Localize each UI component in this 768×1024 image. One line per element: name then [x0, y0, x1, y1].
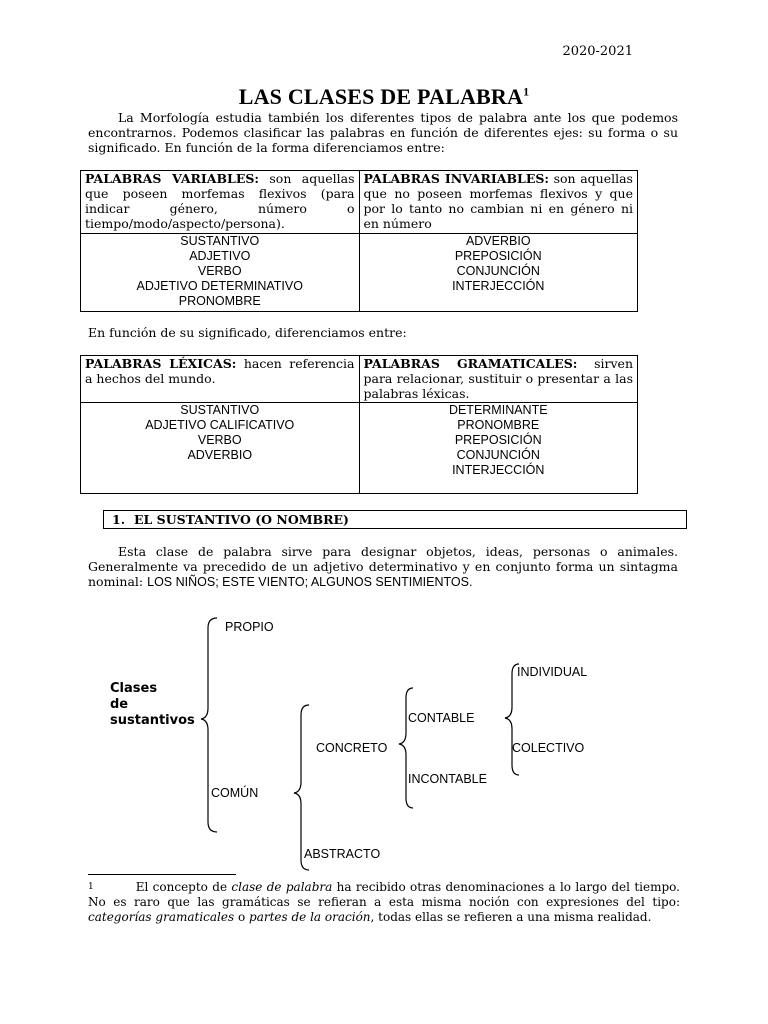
root-line: de — [110, 697, 129, 712]
footnote-emphasis: clase de palabra — [231, 880, 333, 894]
label-concreto: CONCRETO — [316, 741, 388, 755]
section-number: 1. — [112, 512, 126, 527]
list-item: SUSTANTIVO — [180, 403, 260, 417]
list-item: PREPOSICIÓN — [454, 249, 542, 263]
list-item: ADJETIVO — [189, 249, 251, 263]
footnote-separator — [88, 874, 236, 875]
list-item: ADJETIVO DETERMINATIVO — [136, 279, 303, 293]
significado-intro: En función de su significado, diferenciamos entre: — [88, 325, 407, 340]
variables-heading: PALABRAS VARIABLES: — [85, 171, 259, 186]
lexicas-desc: hacen referencia a hechos del mundo. — [85, 356, 355, 386]
gramaticales-desc: sirven para relacionar, sustituir o presentar a las palabras léxicas. — [363, 356, 633, 401]
footnote-text: ha recibido otras denominaciones a lo largo del tiempo. No es raro que las gramáticas se refieran a esta misma noción con expresiones del tipo: — [88, 880, 680, 909]
list-item: VERBO — [197, 264, 242, 278]
label-propio: PROPIO — [225, 620, 274, 634]
list-item: PRONOMBRE — [457, 418, 540, 432]
label-comun: COMÚN — [211, 786, 259, 800]
brace-contable — [505, 664, 519, 775]
list-item: PRONOMBRE — [178, 294, 261, 308]
label-contable: CONTABLE — [408, 711, 475, 725]
label-colectivo: COLECTIVO — [512, 741, 585, 755]
list-item: ADVERBIO — [465, 234, 531, 248]
title-footnote-mark[interactable]: 1 — [523, 84, 530, 99]
list-item: CONJUNCIÓN — [456, 264, 540, 278]
list-item: INTERJECCIÓN — [452, 279, 545, 293]
label-individual: INDIVIDUAL — [517, 665, 588, 679]
footnote — [88, 880, 680, 925]
root-line: Clases — [110, 681, 158, 696]
variables-desc: son aquellas que poseen morfemas flexivos (para indicar género, número o tiempo/modo/aspecto/persona). — [85, 171, 355, 231]
footnote-text: o — [234, 910, 250, 924]
brace-concreto — [399, 688, 413, 808]
footnote-text: El concepto de — [135, 880, 232, 894]
sustantivo-example: LOS NIÑOS; ESTE VIENTO; ALGUNOS SENTIMIENTOS. — [147, 575, 473, 589]
footnote-number: 1 — [88, 882, 94, 892]
invariables-heading: PALABRAS INVARIABLES: — [363, 171, 549, 186]
list-item: CONJUNCIÓN — [456, 448, 540, 462]
footnote-emphasis: partes de la oración — [249, 910, 371, 924]
footnote-text: , todas ellas se refieren a una misma realidad. — [370, 910, 652, 924]
footnote-emphasis: categorías gramaticales — [88, 910, 235, 924]
sustantivo-text: Esta clase de palabra sirve para designar objetos, ideas, personas o animales. Generalmente va precedido de un adjetivo determinativo y en conjunto forma un sintagma nominal: — [88, 544, 678, 589]
list-item: ADJETIVO CALIFICATIVO — [145, 418, 295, 432]
list-item: ADVERBIO — [187, 448, 253, 462]
school-year: 2020-2021 — [562, 44, 633, 59]
diagram-root-label — [110, 681, 195, 729]
list-item: DETERMINANTE — [448, 403, 548, 417]
intro-paragraph: La Morfología estudia también los diferentes tipos de palabra ante los que podemos encontrarnos. Podemos clasificar las palabras en función de diferentes ejes: su forma o su significado. En función de la forma diferenciamos entre: — [88, 110, 678, 155]
section-title: EL SUSTANTIVO (O NOMBRE) — [134, 512, 349, 527]
label-abstracto: ABSTRACTO — [304, 847, 381, 861]
list-item: VERBO — [197, 433, 242, 447]
label-incontable: INCONTABLE — [408, 772, 487, 786]
lexicas-heading: PALABRAS LÉXICAS: — [85, 356, 237, 371]
root-line: sustantivos — [110, 713, 195, 728]
invariables-desc: son aquellas que no poseen morfemas flexivos y que por lo tanto no cambian ni en género ni en número — [363, 171, 633, 231]
list-item: INTERJECCIÓN — [452, 463, 545, 477]
gramaticales-heading: PALABRAS GRAMATICALES: — [363, 356, 578, 371]
list-item: SUSTANTIVO — [180, 234, 260, 248]
brace-comun — [294, 705, 309, 870]
title-text: LAS CLASES DE PALABRA — [238, 84, 524, 109]
list-item: PREPOSICIÓN — [454, 433, 542, 447]
